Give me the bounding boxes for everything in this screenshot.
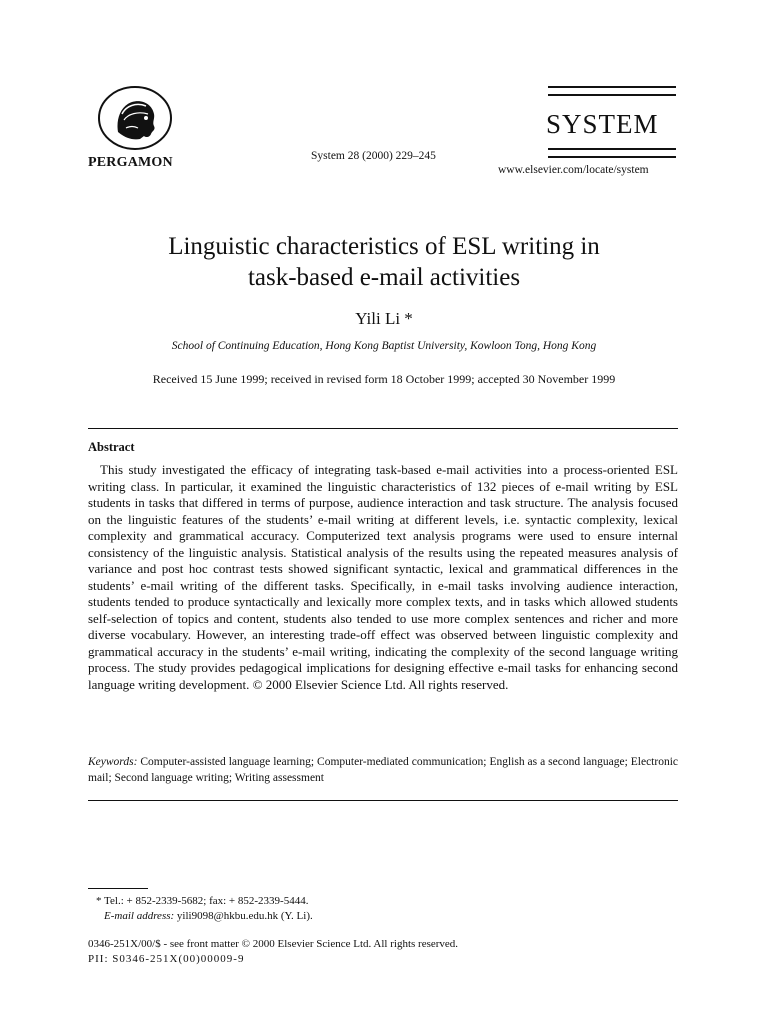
email-address: yili9098@hkbu.edu.hk (Y. Li). xyxy=(174,910,313,922)
author-affiliation: School of Continuing Education, Hong Kong Baptist University, Kowloon Tong, Hong Kong xyxy=(171,340,597,352)
masthead-rule xyxy=(548,86,676,88)
section-divider xyxy=(88,428,678,429)
masthead-rule xyxy=(548,148,676,150)
front-matter-notice: 0346-251X/00/$ - see front matter © 2000 Elsevier Science Ltd. All rights reserved. xyxy=(88,938,459,950)
journal-title: SYSTEM xyxy=(546,109,659,139)
pergamon-logo-icon xyxy=(96,84,174,152)
pii-identifier: PII: S0346-251X(00)00009-9 xyxy=(88,953,245,965)
journal-citation: System 28 (2000) 229–245 xyxy=(311,150,436,162)
journal-url: www.elsevier.com/locate/system xyxy=(498,164,649,176)
keywords-label: Keywords: xyxy=(88,756,138,768)
author-name: Yili Li * xyxy=(355,309,413,328)
section-divider xyxy=(88,800,678,801)
footnote-rule xyxy=(88,888,148,889)
article-history-dates: Received 15 June 1999; received in revised form 18 October 1999; accepted 30 November 1999 xyxy=(152,372,616,386)
keywords-list: Computer-assisted language learning; Computer-mediated communication; English as a second language; Electronic mail; Second language writing; Writing assessment xyxy=(88,756,678,784)
email-label: E-mail address: xyxy=(104,910,175,922)
abstract-body: This study investigated the efficacy of integrating task-based e-mail activities into a process-oriented ESL writing class. In particular, it examined the linguistic characteristics of 132 pieces of e-mail writing by ESL students in tasks that differed in terms of purpose, audience interaction and task structure. The analysis focused on the linguistic features of the students’ e-mail writing at different levels, i.e. syntactic complexity, lexical complexity and grammatical accuracy. Computerized text analysis programs were used to ensure internal consistency of the linguistic analysis. Statistical analysis of the results using the repeated measures analysis of variance and post hoc contrast tests showed significant syntactic, lexical and grammatical differences in the students’ e-mail writing of the different tasks. Specifically, in e-mail tasks involving audience interaction, students tended to produce syntactically and lexically more complex texts, and in tasks which allowed students self-selection of topics and content, students also tended to use more complex sentences and richer and more diverse vocabulary. However, an interesting trade-off effect was observed between linguistic complexity and grammatical accuracy in the students’ e-mail writing, indicating the complexity of the second language writing process. The study provides pedagogical implications for designing effective e-mail tasks for enhancing second language writing development. © 2000 Elsevier Science Ltd. All rights reserved. xyxy=(88,462,678,692)
masthead-rule xyxy=(548,156,676,158)
footnote-contact: * Tel.: + 852-2339-5682; fax: + 852-2339-5444. xyxy=(96,895,309,907)
article-title-line-2: task-based e-mail activities xyxy=(247,264,521,291)
article-title-line-1: Linguistic characteristics of ESL writing in xyxy=(168,233,600,260)
masthead-rule xyxy=(548,94,676,96)
publisher-name: PERGAMON xyxy=(88,155,173,170)
footnote-email xyxy=(104,909,313,923)
keywords-paragraph xyxy=(88,755,678,786)
abstract-heading: Abstract xyxy=(88,440,135,454)
